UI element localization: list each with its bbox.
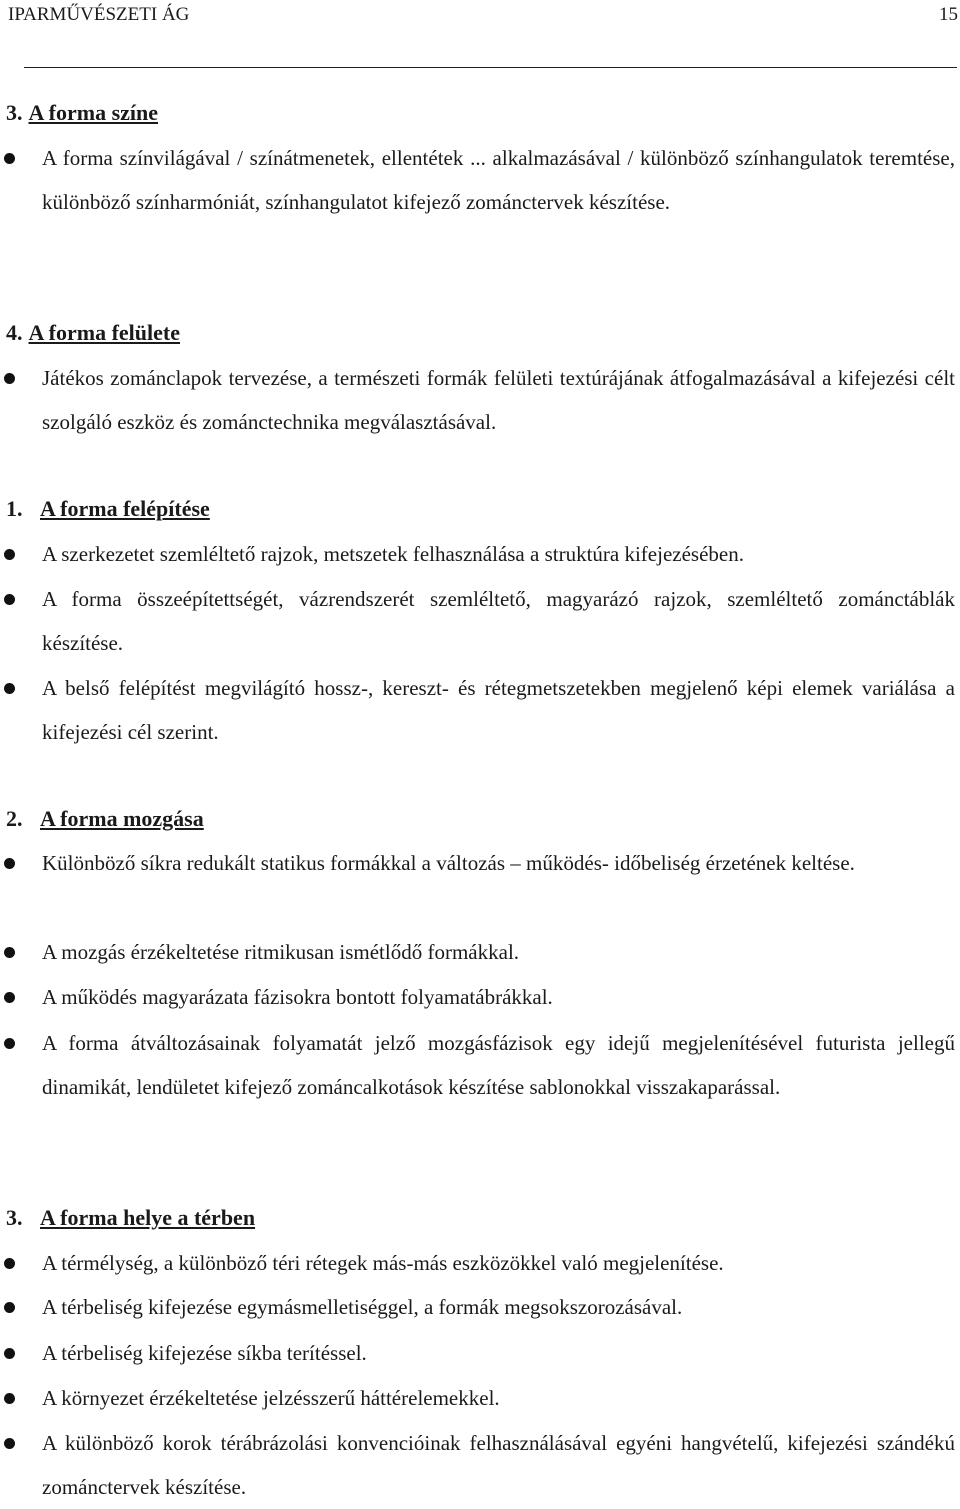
list-item-text: Játékos zománclapok tervezése, a természeti formák felületi textúrájának átfogalmazásával a kifejezési célt szolgáló eszköz és zománctechnika megválasztásával. (42, 366, 955, 434)
page-header (8, 4, 958, 28)
bullet-icon (4, 1393, 15, 1404)
bullet-icon (4, 373, 15, 384)
list-item-text: Különböző síkra redukált statikus formákkal a változás – működés- időbeliség érzetének keltése. (42, 851, 855, 875)
bullet-icon (4, 858, 15, 869)
list-item-text: A különböző korok térábrázolási konvencióinak felhasználásával egyéni hangvételű, kifejezési szándékú zománctervek készítése. (42, 1431, 955, 1499)
section-number: 2. (6, 806, 23, 831)
section-number: 3. (6, 100, 23, 125)
section-number: 4. (6, 320, 23, 345)
bullet-icon (4, 1348, 15, 1359)
list-item-text: A szerkezetet szemléltető rajzok, metszetek felhasználása a struktúra kifejezésében. (42, 542, 744, 566)
section-title: A forma felülete (28, 320, 180, 345)
list-item-text: A forma átváltozásainak folyamatát jelző mozgásfázisok egy idejű megjelenítésével futurista jellegű dinamikát, lendületet kifejező zománcalkotások készítése sablonokkal visszakaparással. (42, 1031, 955, 1099)
section-heading-forma-helye (6, 1205, 255, 1231)
bullet-icon (4, 153, 15, 164)
bullet-icon (4, 1038, 15, 1049)
bullet-icon (4, 549, 15, 560)
section-title: A forma felépítése (40, 496, 210, 521)
bullet-icon (4, 992, 15, 1003)
list-item-text: A működés magyarázata fázisokra bontott folyamatábrákkal. (42, 985, 553, 1009)
section-title: A forma mozgása (40, 806, 204, 831)
page-number: 15 (939, 4, 958, 25)
section-heading-forma-felulete (6, 320, 180, 346)
section-heading-forma-szine (6, 100, 158, 126)
bullet-icon (4, 594, 15, 605)
header-divider (24, 67, 957, 68)
list-item-text: A mozgás érzékeltetése ritmikusan ismétlődő formákkal. (42, 940, 520, 964)
running-title: IPARMŰVÉSZETI ÁG (8, 4, 190, 25)
bullet-icon (4, 683, 15, 694)
section-title: A forma helye a térben (40, 1205, 256, 1230)
section-title: A forma színe (28, 100, 159, 125)
section-heading-forma-mozgasa (6, 806, 204, 832)
section-number: 3. (6, 1205, 23, 1230)
list-item-text: A forma színvilágával / színátmenetek, ellentétek ... alkalmazásával / különböző színhangulatok teremtése, különböző színharmóniát, színhangulatot kifejező zománctervek készítése. (42, 146, 955, 214)
section-number: 1. (6, 496, 23, 521)
bullet-icon (4, 1438, 15, 1449)
bullet-icon (4, 947, 15, 958)
list-item-text: A környezet érzékeltetése jelzésszerű háttérelemekkel. (42, 1386, 500, 1410)
list-item-text: A forma összeépítettségét, vázrendszerét szemléltető, magyarázó rajzok, szemléltető zománctáblák készítése. (42, 587, 955, 655)
list-item-text: A térbeliség kifejezése síkba terítéssel. (42, 1341, 367, 1365)
list-item-text: A térbeliség kifejezése egymásmelletiséggel, a formák megsokszorozásával. (42, 1295, 683, 1319)
bullet-icon (4, 1258, 15, 1269)
section-heading-forma-felepitese (6, 496, 210, 522)
list-item-text: A térmélység, a különböző téri rétegek más-más eszközökkel való megjelenítése. (42, 1251, 724, 1275)
list-item-text: A belső felépítést megvilágító hossz-, kereszt- és rétegmetszetekben megjelenő képi elemek variálása a kifejezési cél szerint. (42, 676, 955, 744)
bullet-icon (4, 1302, 15, 1313)
